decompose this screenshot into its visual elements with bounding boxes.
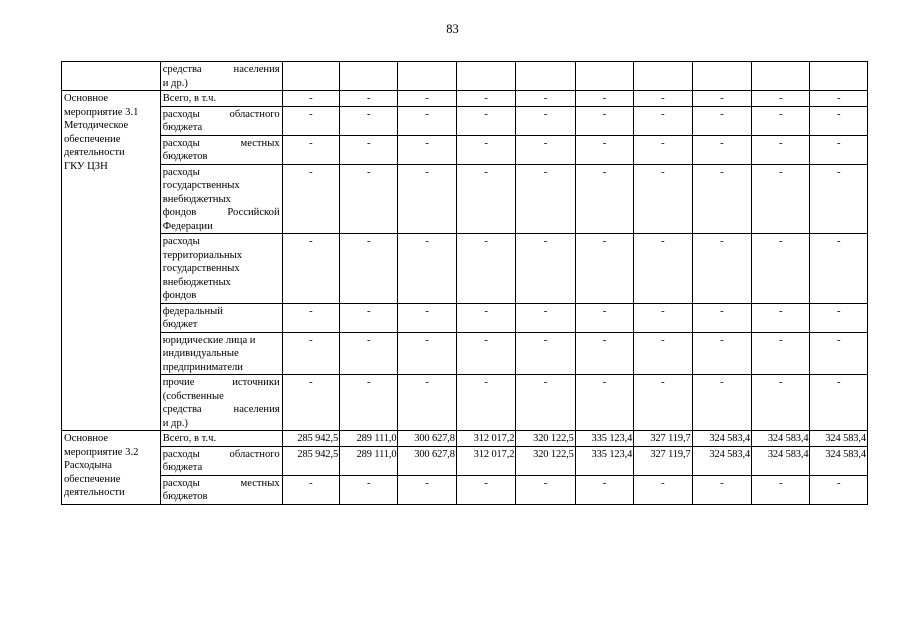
activity-line: Основное: [64, 93, 109, 104]
table-row: [62, 475, 868, 504]
value-cell: -: [634, 106, 692, 135]
value-cell: 324 583,4: [810, 431, 868, 447]
funding-source-line: [163, 63, 280, 77]
table-row: [62, 431, 868, 447]
page-number: 83: [446, 22, 459, 36]
value-cell: 335 123,4: [575, 431, 633, 447]
funding-source-line: бюджета: [162, 122, 203, 133]
table-row: [62, 164, 868, 234]
value-cell: -: [340, 91, 398, 107]
value-cell: -: [752, 475, 810, 504]
activity-cell: [62, 62, 161, 91]
value-cell: -: [340, 303, 398, 332]
value-cell: -: [575, 164, 633, 234]
value-cell: 335 123,4: [575, 446, 633, 475]
funding-source-cell: [160, 475, 282, 504]
activity-line: обеспечение: [64, 133, 121, 145]
funding-source-line: внебюджетных: [162, 193, 231, 205]
funding-source-line: предприниматели: [162, 361, 243, 373]
value-cell: -: [456, 106, 515, 135]
word: на: [101, 460, 112, 471]
value-cell: -: [456, 91, 515, 107]
value-cell: -: [575, 375, 633, 431]
word: областного: [229, 108, 280, 120]
value-cell: -: [752, 106, 810, 135]
value-cell: -: [516, 106, 575, 135]
table-row: [62, 375, 868, 431]
value-cell: -: [575, 332, 633, 375]
value-cell: -: [634, 332, 692, 375]
value-cell: -: [282, 135, 339, 164]
value-cell: 312 017,2: [456, 431, 515, 447]
funding-source-cell: [160, 164, 282, 234]
value-cell: -: [634, 164, 692, 234]
value-cell: 285 942,5: [282, 431, 339, 447]
value-cell: [575, 62, 633, 91]
value-cell: -: [456, 475, 515, 504]
value-cell: -: [810, 303, 868, 332]
value-cell: -: [516, 332, 575, 375]
funding-source-cell: [160, 62, 282, 91]
value-cell: -: [810, 106, 868, 135]
funding-source-line: бюджетов: [162, 151, 208, 162]
value-cell: -: [516, 91, 575, 107]
value-cell: -: [398, 135, 456, 164]
funding-source-cell: [160, 446, 282, 475]
value-cell: -: [575, 475, 633, 504]
funding-source-line: [163, 403, 280, 417]
funding-source-line: [163, 108, 280, 122]
word: областного: [229, 448, 280, 460]
activity-line: Основное: [64, 433, 109, 444]
value-cell: -: [810, 164, 868, 234]
value-cell: [810, 62, 868, 91]
value-cell: -: [282, 332, 339, 375]
value-cell: -: [692, 164, 751, 234]
value-cell: -: [634, 234, 692, 304]
word: расходы: [162, 137, 200, 149]
value-cell: [692, 62, 751, 91]
value-cell: -: [282, 303, 339, 332]
table-row: [62, 303, 868, 332]
funding-source-line: бюджета: [162, 462, 203, 473]
value-cell: -: [340, 164, 398, 234]
value-cell: -: [692, 475, 751, 504]
word: населения: [233, 404, 280, 415]
funding-source-cell: [160, 303, 282, 332]
value-cell: [752, 62, 810, 91]
value-cell: -: [752, 135, 810, 164]
value-cell: -: [282, 234, 339, 304]
table-row: [62, 446, 868, 475]
value-cell: -: [810, 332, 868, 375]
funding-source-cell: [160, 431, 282, 447]
funding-source-line: Всего, в т.ч.: [162, 433, 217, 444]
value-cell: -: [398, 475, 456, 504]
value-cell: -: [752, 375, 810, 431]
value-cell: -: [398, 332, 456, 375]
value-cell: -: [575, 135, 633, 164]
value-cell: [340, 62, 398, 91]
funding-source-line: [163, 448, 280, 462]
value-cell: -: [398, 234, 456, 304]
funding-source-cell: [160, 332, 282, 375]
value-cell: -: [575, 234, 633, 304]
value-cell: 320 122,5: [516, 431, 575, 447]
value-cell: -: [575, 303, 633, 332]
value-cell: -: [692, 375, 751, 431]
activity-cell: [62, 91, 161, 431]
value-cell: -: [516, 475, 575, 504]
funding-source-line: бюджетов: [162, 491, 208, 502]
value-cell: 285 942,5: [282, 446, 339, 475]
value-cell: -: [340, 106, 398, 135]
funding-source-cell: [160, 91, 282, 107]
funding-source-line: и др.): [162, 77, 188, 89]
activity-line: ГКУ ЦЗН: [64, 160, 108, 172]
activity-line: [64, 459, 158, 473]
value-cell: -: [692, 106, 751, 135]
table-row: [62, 106, 868, 135]
value-cell: -: [752, 234, 810, 304]
activity-line: обеспечение: [64, 473, 121, 485]
funding-source-line: федеральный: [162, 305, 223, 317]
word: расходы: [162, 108, 200, 120]
value-cell: -: [575, 106, 633, 135]
value-cell: 300 627,8: [398, 446, 456, 475]
activity-line: деятельности: [64, 147, 125, 158]
funding-source-cell: [160, 106, 282, 135]
value-cell: -: [398, 91, 456, 107]
word: фондов: [162, 207, 197, 218]
funding-source-line: бюджет: [162, 319, 198, 330]
value-cell: -: [575, 91, 633, 107]
value-cell: -: [810, 234, 868, 304]
value-cell: -: [516, 234, 575, 304]
value-cell: 300 627,8: [398, 431, 456, 447]
funding-source-line: расходы: [162, 166, 200, 178]
activity-cell: [62, 431, 161, 505]
funding-source-line: и др.): [162, 417, 188, 429]
value-cell: -: [634, 135, 692, 164]
value-cell: -: [634, 91, 692, 107]
funding-source-line: территориальных: [162, 249, 243, 261]
value-cell: -: [810, 475, 868, 504]
funding-source-line: Всего, в т.ч.: [162, 93, 217, 104]
word: расходы: [162, 448, 200, 460]
word: средства: [162, 404, 202, 415]
value-cell: -: [340, 475, 398, 504]
value-cell: -: [516, 303, 575, 332]
value-cell: 289 111,0: [340, 446, 398, 475]
value-cell: -: [340, 135, 398, 164]
value-cell: -: [634, 303, 692, 332]
activity-line: мероприятие 3.1: [64, 106, 139, 118]
value-cell: -: [752, 164, 810, 234]
value-cell: 324 583,4: [692, 446, 751, 475]
value-cell: -: [398, 106, 456, 135]
value-cell: 324 583,4: [752, 431, 810, 447]
activity-line: мероприятие 3.2: [64, 446, 139, 458]
value-cell: -: [456, 234, 515, 304]
word: расходы: [162, 477, 200, 489]
word: населения: [233, 64, 280, 75]
value-cell: [398, 62, 456, 91]
funding-source-line: индивидуальные: [162, 348, 239, 359]
value-cell: -: [282, 375, 339, 431]
value-cell: -: [282, 91, 339, 107]
value-cell: -: [752, 332, 810, 375]
word: средства: [162, 64, 202, 75]
funding-source-line: расходы: [162, 236, 200, 247]
funding-source-cell: [160, 135, 282, 164]
value-cell: -: [516, 164, 575, 234]
value-cell: -: [692, 91, 751, 107]
funding-source-line: (собственные: [162, 390, 224, 402]
value-cell: -: [516, 135, 575, 164]
value-cell: -: [516, 375, 575, 431]
value-cell: -: [398, 303, 456, 332]
value-cell: 327 119,7: [634, 431, 692, 447]
value-cell: -: [634, 475, 692, 504]
activity-line: деятельности: [64, 487, 125, 498]
table-row: [62, 91, 868, 107]
funding-source-line: [163, 137, 280, 151]
value-cell: -: [282, 164, 339, 234]
funding-source-line: [163, 376, 280, 390]
value-cell: -: [398, 375, 456, 431]
funding-source-line: внебюджетных: [162, 276, 231, 288]
activity-line: Методическое: [64, 120, 129, 131]
value-cell: 324 583,4: [810, 446, 868, 475]
value-cell: -: [810, 91, 868, 107]
value-cell: -: [282, 475, 339, 504]
value-cell: -: [340, 332, 398, 375]
value-cell: 324 583,4: [752, 446, 810, 475]
funding-source-line: юридические лица и: [162, 334, 256, 346]
table-row: [62, 332, 868, 375]
value-cell: -: [456, 135, 515, 164]
funding-source-line: государственных: [162, 263, 240, 274]
table-row: [62, 135, 868, 164]
word: Российской: [227, 207, 280, 218]
value-cell: [634, 62, 692, 91]
table-body: [62, 62, 868, 505]
value-cell: 289 111,0: [340, 431, 398, 447]
funding-source-line: [163, 206, 280, 220]
value-cell: -: [456, 375, 515, 431]
value-cell: 320 122,5: [516, 446, 575, 475]
value-cell: [516, 62, 575, 91]
value-cell: -: [340, 234, 398, 304]
value-cell: -: [456, 332, 515, 375]
funding-source-line: Федерации: [162, 220, 213, 232]
value-cell: -: [456, 164, 515, 234]
funding-source-cell: [160, 375, 282, 431]
value-cell: -: [282, 106, 339, 135]
funding-source-cell: [160, 234, 282, 304]
value-cell: -: [692, 332, 751, 375]
budget-table: [61, 61, 868, 505]
funding-source-line: [163, 477, 280, 491]
word: местных: [240, 137, 280, 149]
funding-source-line: государственных: [162, 180, 240, 191]
value-cell: -: [752, 303, 810, 332]
value-cell: -: [634, 375, 692, 431]
value-cell: [456, 62, 515, 91]
value-cell: 312 017,2: [456, 446, 515, 475]
value-cell: -: [810, 375, 868, 431]
value-cell: -: [340, 375, 398, 431]
value-cell: 324 583,4: [692, 431, 751, 447]
value-cell: -: [752, 91, 810, 107]
table-row: [62, 62, 868, 91]
value-cell: -: [398, 164, 456, 234]
value-cell: -: [692, 135, 751, 164]
word: местных: [240, 477, 280, 489]
table-row: [62, 234, 868, 304]
value-cell: 327 119,7: [634, 446, 692, 475]
value-cell: [282, 62, 339, 91]
value-cell: -: [456, 303, 515, 332]
word: источники: [232, 377, 280, 388]
value-cell: -: [692, 303, 751, 332]
value-cell: -: [692, 234, 751, 304]
word: Расходы: [64, 460, 102, 471]
funding-source-line: фондов: [162, 290, 197, 301]
word: прочие: [162, 377, 195, 388]
value-cell: -: [810, 135, 868, 164]
